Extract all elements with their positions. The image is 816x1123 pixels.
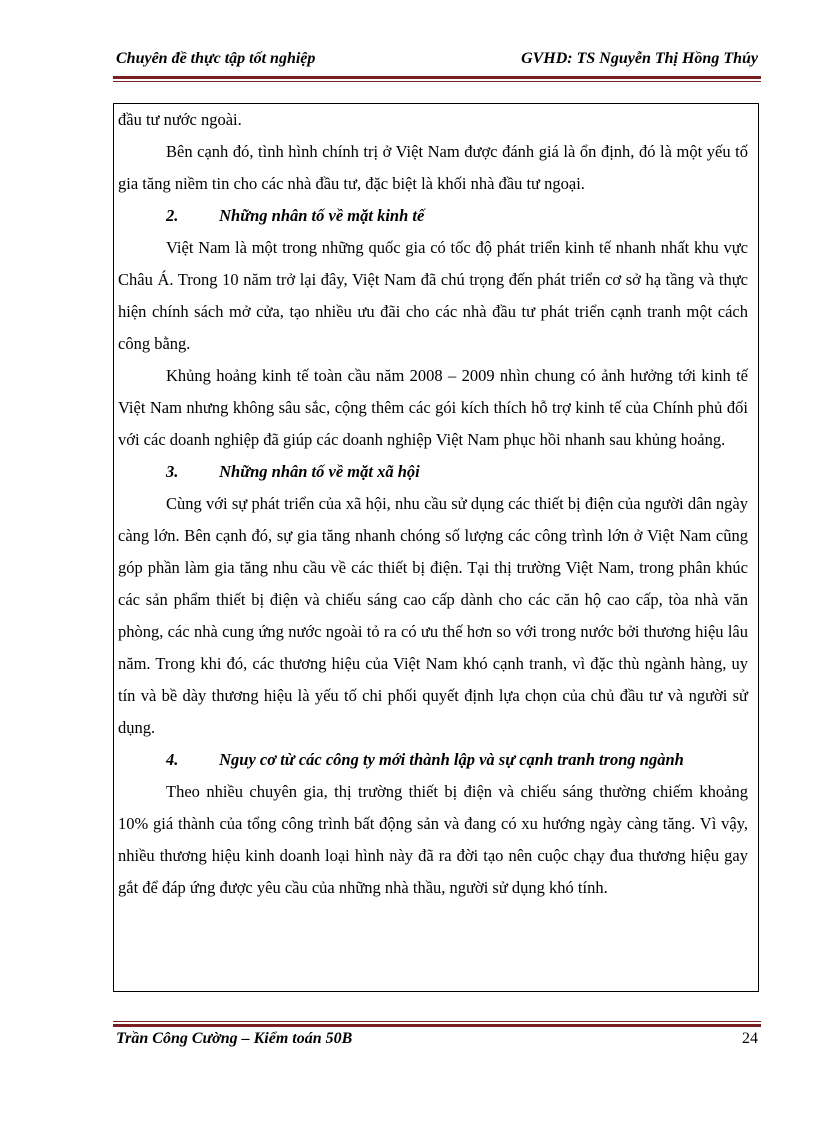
page-footer	[113, 1030, 761, 1056]
footer-rule-thick	[113, 1024, 761, 1027]
page-number: 24	[742, 1030, 758, 1047]
section-heading-economic	[118, 200, 748, 232]
paragraph-social-demand: Cùng với sự phát triển của xã hội, nhu cầu sử dụng các thiết bị điện của người dân ngày càng lớn. Bên cạnh đó, sự gia tăng nhanh chóng số lượng các công trình lớn ở Việt Nam cũng góp phần làm gia tăng nhu cầu về các thiết bị điện. Tại thị trường Việt Nam, trong phân khúc các sản phẩm thiết bị điện và chiếu sáng cao cấp dành cho các căn hộ cao cấp, tòa nhà văn phòng, các nhà cung ứng nước ngoài tỏ ra có ưu thế hơn so với trong nước bởi thương hiệu lâu năm. Trong khi đó, các thương hiệu của Việt Nam khó cạnh tranh, vì đặc thù ngành hàng, uy tín và bề dày thương hiệu là yếu tố chi phối quyết định lựa chọn của chủ đầu tư và người sử dụng.	[118, 494, 748, 737]
section-heading-competition	[118, 744, 748, 776]
section-title: Nguy cơ từ các công ty mới thành lập và sự cạnh tranh trong ngành	[219, 750, 684, 769]
section-number: 4.	[166, 750, 179, 769]
header-rule-thin	[113, 81, 761, 82]
section-title: Những nhân tố về mặt kinh tế	[219, 206, 425, 225]
page-header	[113, 50, 761, 76]
section-title: Những nhân tố về mặt xã hội	[219, 462, 420, 481]
section-heading-social	[118, 456, 748, 488]
section-number: 2.	[166, 206, 179, 225]
header-rule-thick	[113, 76, 761, 79]
footer-rule-thin	[113, 1021, 761, 1022]
paragraph-political-stability: Bên cạnh đó, tình hình chính trị ở Việt Nam được đánh giá là ổn định, đó là một yếu tố gia tăng niềm tin cho các nhà đầu tư, đặc biệt là khối nhà đầu tư ngoại.	[118, 142, 748, 193]
paragraph-economic-crisis: Khủng hoảng kinh tế toàn cầu năm 2008 – 2009 nhìn chung có ảnh hưởng tới kinh tế Việt Nam nhưng không sâu sắc, cộng thêm các gói kích thích hỗ trợ kinh tế của Chính phủ đối với các doanh nghiệp đã giúp các doanh nghiệp Việt Nam phục hồi nhanh sau khủng hoảng.	[118, 366, 748, 449]
page-body	[118, 104, 748, 904]
paragraph-economic-growth: Việt Nam là một trong những quốc gia có tốc độ phát triển kinh tế nhanh nhất khu vực Châu Á. Trong 10 năm trở lại đây, Việt Nam đã chú trọng đến phát triển cơ sở hạ tầng và thực hiện chính sách mở cửa, tạo nhiều ưu đãi cho các nhà đầu tư phát triển cạnh tranh một cách công bằng.	[118, 238, 748, 353]
header-supervisor: GVHD: TS Nguyễn Thị Hồng Thúy	[521, 50, 758, 67]
paragraph-continuation: đầu tư nước ngoài.	[118, 110, 242, 129]
paragraph-market-competition: Theo nhiều chuyên gia, thị trường thiết bị điện và chiếu sáng thường chiếm khoảng 10% giá thành của tổng công trình bất động sản và đang có xu hướng ngày càng tăng. Vì vậy, nhiều thương hiệu kinh doanh loại hình này đã ra đời tạo nên cuộc chạy đua thương hiệu gay gắt để đáp ứng được yêu cầu của những nhà thầu, người sử dụng khó tính.	[118, 782, 748, 897]
section-number: 3.	[166, 462, 179, 481]
footer-author: Trần Công Cường – Kiểm toán 50B	[116, 1030, 353, 1047]
header-document-title: Chuyên đề thực tập tốt nghiệp	[116, 50, 316, 67]
